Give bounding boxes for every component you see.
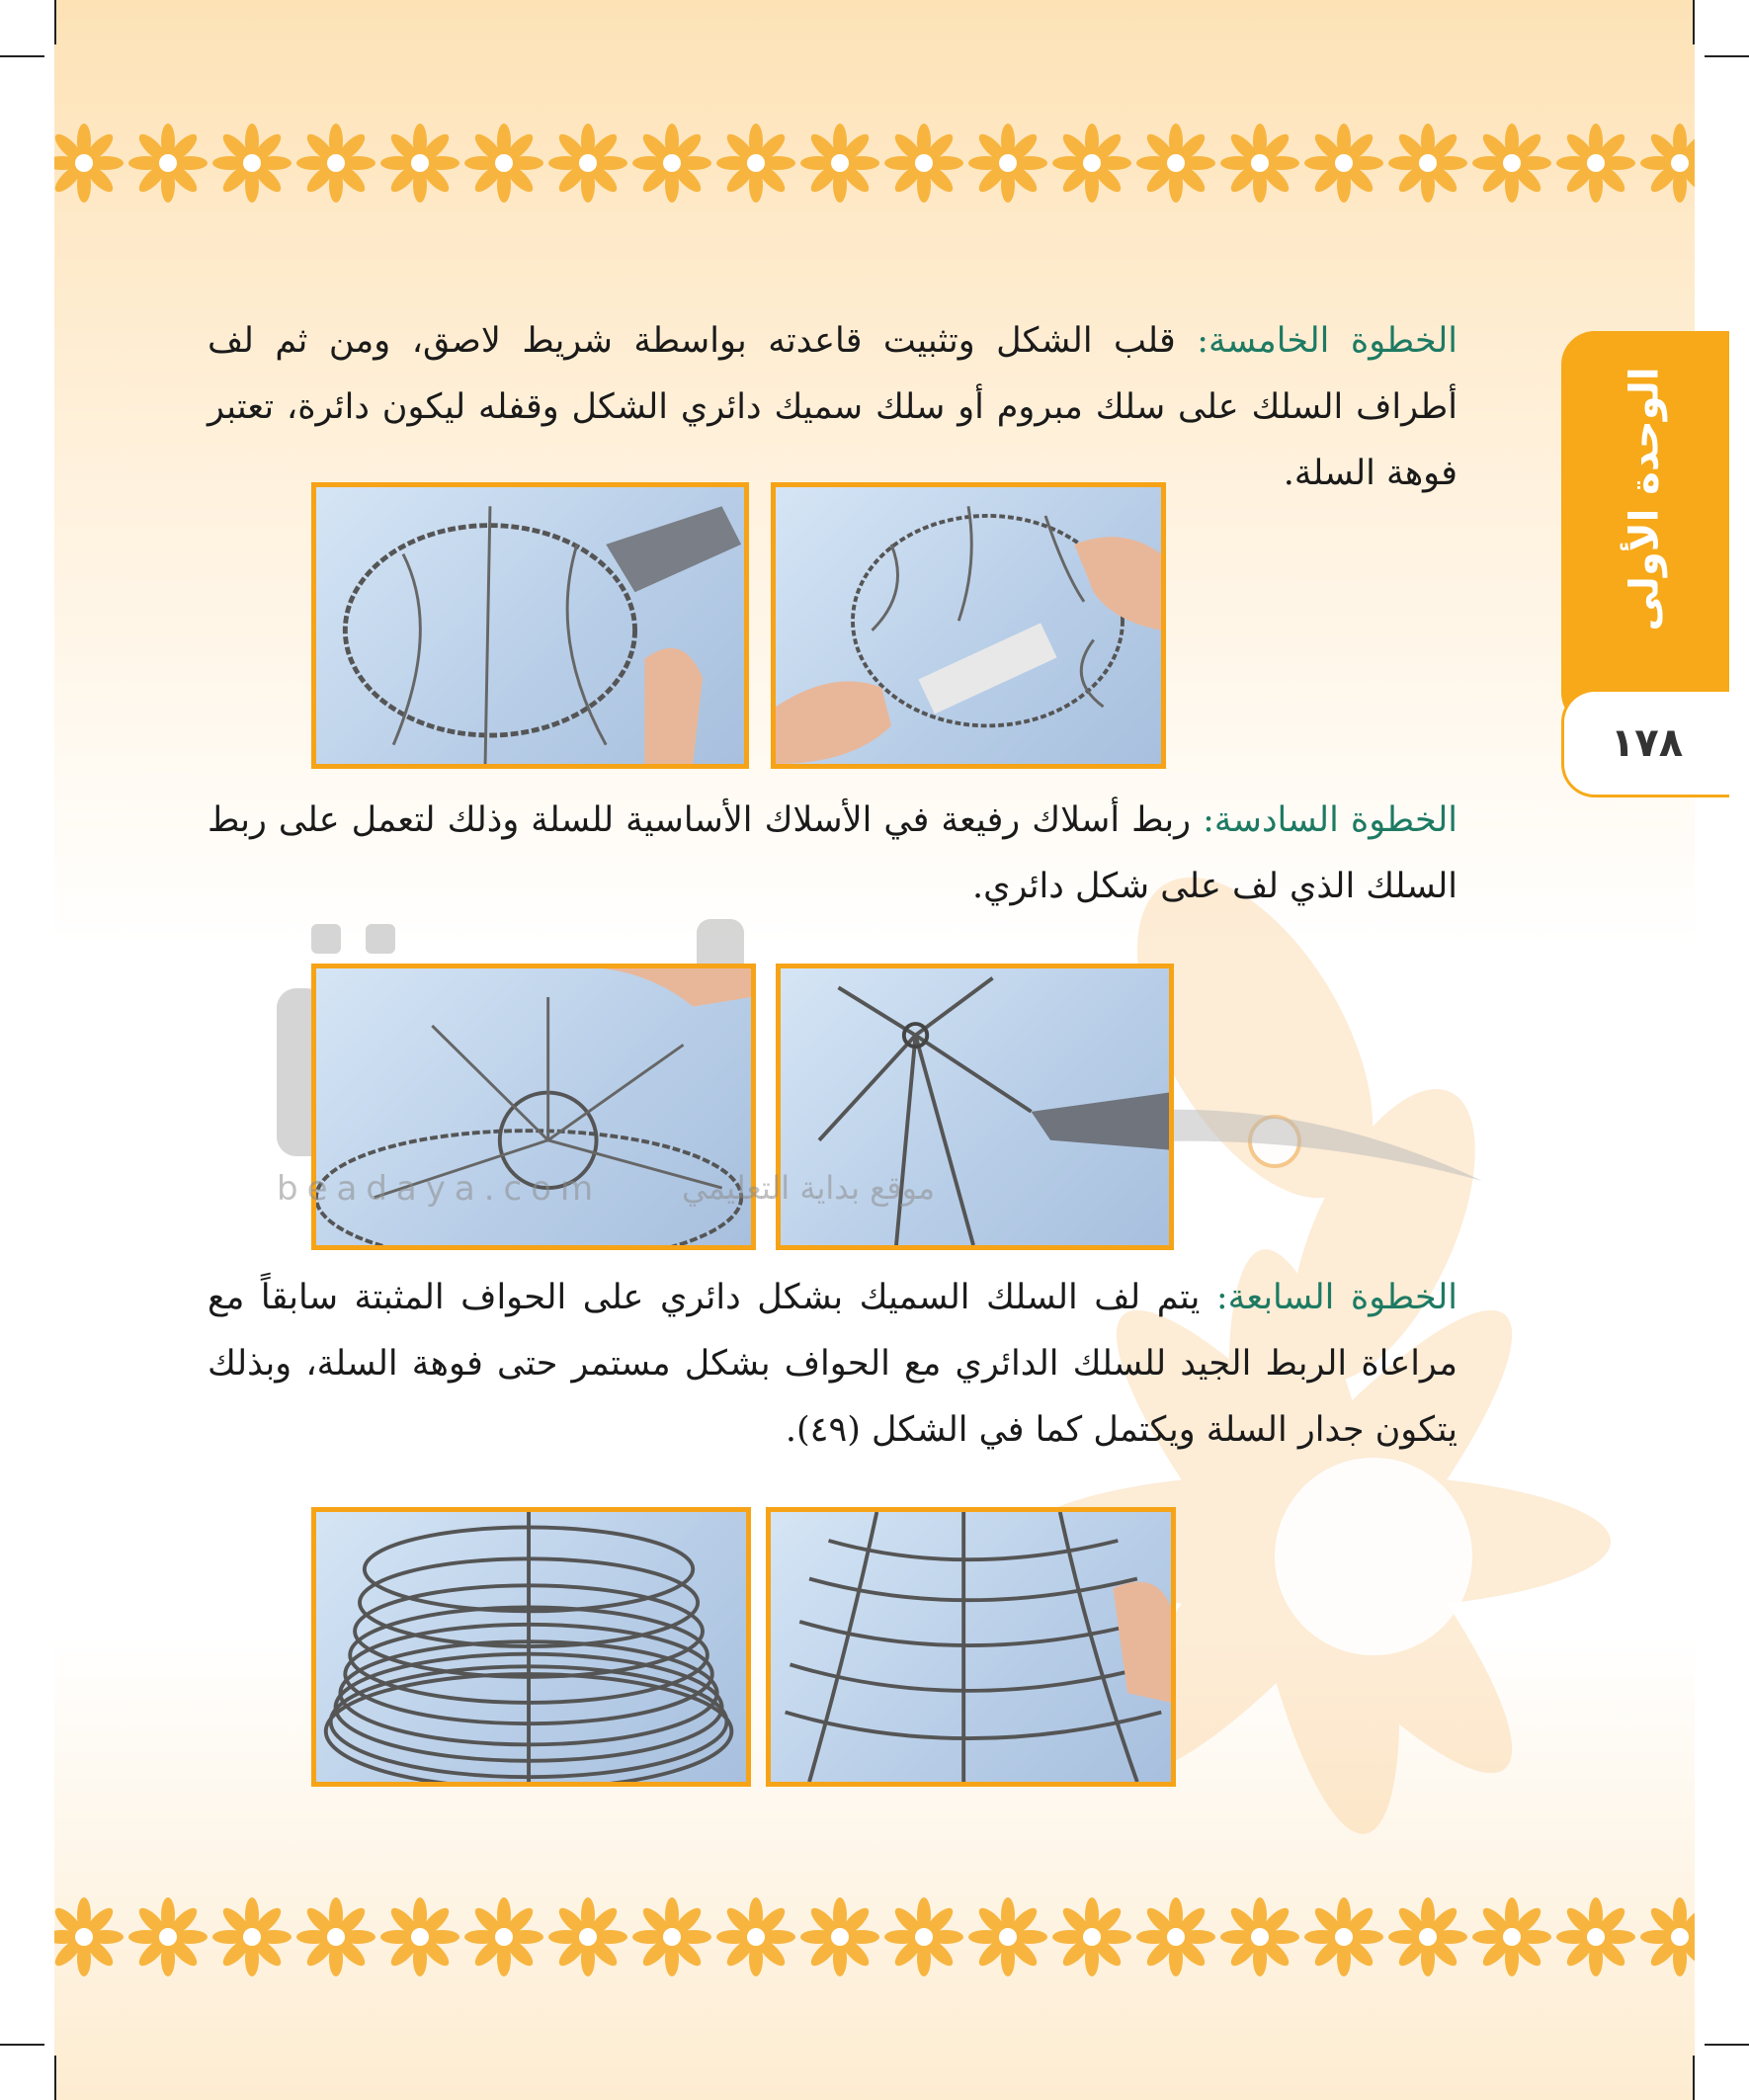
page-number: ١٧٨ <box>1561 689 1729 798</box>
photo-pliers-ring <box>311 482 749 769</box>
photo-pliers-center <box>776 964 1174 1250</box>
top-flower-border <box>54 119 1695 208</box>
photo-taping-base <box>771 482 1166 769</box>
step-5-paragraph <box>208 308 1458 507</box>
step-7-label: الخطوة السابعة: <box>1215 1278 1458 1317</box>
step-7-text: يتم لف السلك السميك بشكل دائري على الحواف المثبتة سابقاً مع مراعاة الربط الجيد للسلك الدائري مع الحواف بشكل مستمر حتى فوهة السلة، وبذلك يتكون جدار السلة ويكتمل كما في الشكل (٤٩). <box>208 1278 1458 1450</box>
watermark-arabic: موقع بداية التعليمي <box>682 1169 936 1207</box>
photo-coiling-wall-top <box>311 1507 751 1787</box>
bottom-flower-border <box>54 1892 1695 1981</box>
step-7-paragraph <box>208 1265 1458 1464</box>
step-5-label: الخطوة الخامسة: <box>1197 321 1458 361</box>
step-5-text: قلب الشكل وتثبيت قاعدته بواسطة شريط لاصق، ومن ثم لف أطراف السلك على سلك مبروم أو سلك سميك دائري الشكل وقفله ليكون دائرة، تعتبر فوهة السلة. <box>208 321 1458 493</box>
watermark-site: beadaya.com <box>277 1169 603 1209</box>
step-6-text: ربط أسلاك رفيعة في الأسلاك الأساسية للسلة وذلك لتعمل على ربط السلك الذي لف على شكل دائري. <box>208 800 1458 906</box>
unit-label-wrapper <box>1561 331 1729 667</box>
step-6-label: الخطوة السادسة: <box>1203 800 1458 840</box>
photo-coiling-wall-side <box>766 1507 1176 1787</box>
step-6-paragraph <box>208 788 1458 920</box>
unit-label: الوحدة الأولى <box>1623 367 1669 631</box>
